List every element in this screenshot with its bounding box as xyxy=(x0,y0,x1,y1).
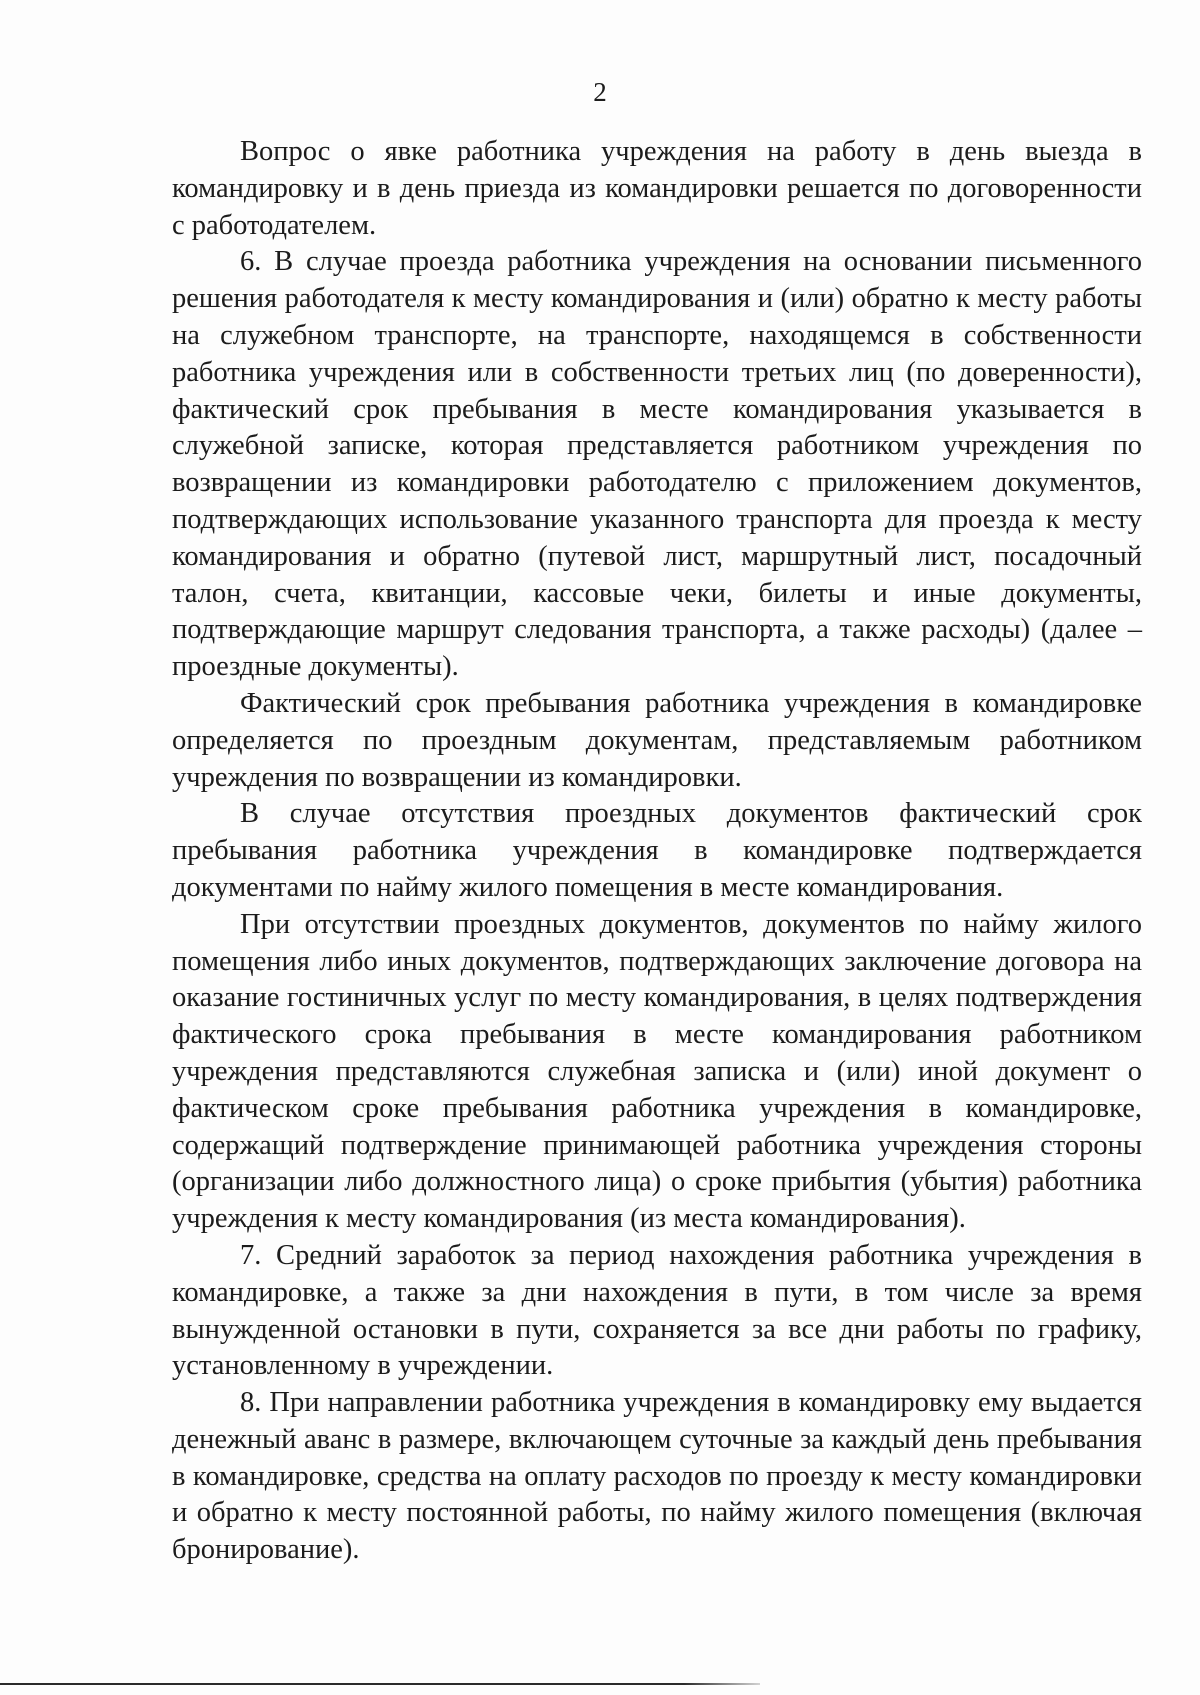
paragraph-item-7-average-earnings: 7. Средний заработок за период нахождения работника учреждения в командировке, а также за дни нахождения в пути, в том числе за время вынужденной остановки в пути, сохраняется за все дни работы по графику, установленному в учреждении. xyxy=(172,1239,1142,1382)
paragraph-absence-of-all-documents: При отсутствии проездных документов, документов по найму жилого помещения либо иных документов, подтверждающих заключение договора на оказание гостиничных услуг по месту командирования, в целях подтверждения фактического срока пребывания в месте командирования работником учреждения представляются служебная записка и (или) иной документ о фактическом сроке пребывания работника учреждения в командировке, содержащий подтверждение принимающей работника учреждения стороны (организации либо должностного лица) о сроке прибытия (убытия) работника учреждения к месту командирования (из места командирования). xyxy=(172,908,1142,1235)
page-number: 2 xyxy=(593,77,607,107)
paragraph-trip-day-attendance: Вопрос о явке работника учреждения на работу в день выезда в командировку и в день приезда из командировки решается по договоренности с работодателем. xyxy=(172,136,1142,241)
paragraph-item-6-transport: 6. В случае проезда работника учреждения на основании письменного решения работодателя к месту командирования и (или) обратно к месту работы на служебном транспорте, на транспорте, находящемся в собственности работника учреждения или в собственности третьих лиц (по доверенности), фактический срок пребывания в месте командирования указывается в служебной записке, которая представляется работником учреждения по возвращении из командировки работодателю с приложением документов, подтверждающих использование указанного транспорта для проезда к месту командирования и обратно (путевой лист, маршрутный лист, посадочный талон, счета, квитанции, кассовые чеки, билеты и иные документы, подтверждающие маршрут следования транспорта, а также расходы) (далее – проездные документы). xyxy=(172,246,1142,683)
paragraph-absence-of-travel-documents: В случае отсутствия проездных документов фактический срок пребывания работника учреждения в командировке подтверждается документами по найму жилого помещения в месте командирования. xyxy=(172,798,1142,903)
scan-edge-line xyxy=(0,1683,760,1685)
document-body xyxy=(172,134,1142,1569)
paragraph-actual-term-by-documents: Фактический срок пребывания работника учреждения в командировке определяется по проездным документам, представляемым работником учреждения по возвращении из командировки. xyxy=(172,687,1142,793)
paragraph-item-8-advance: 8. При направлении работника учреждения в командировку ему выдается денежный аванс в размере, включающем суточные за каждый день пребывания в командировке, средства на оплату расходов по проезду к месту командировки и обратно к месту постоянной работы, по найму жилого помещения (включая бронирование). xyxy=(172,1387,1142,1566)
